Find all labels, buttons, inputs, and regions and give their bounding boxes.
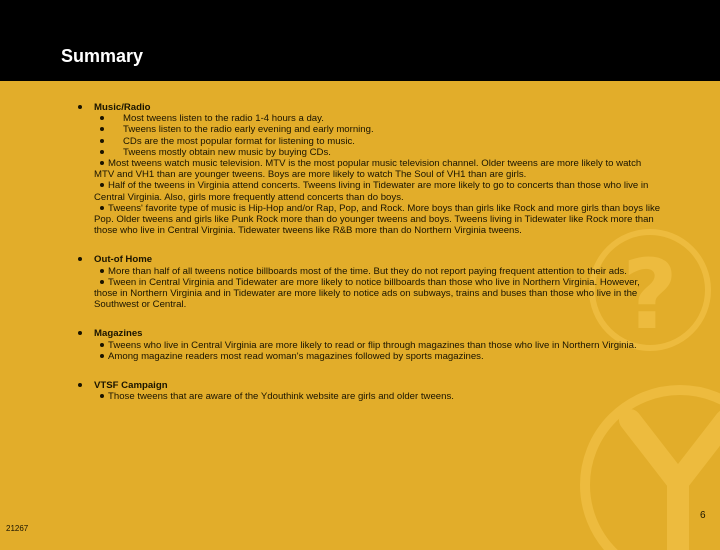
section-out-of-home bbox=[78, 254, 663, 310]
list-item: Among magazine readers most read woman's magazines followed by sports magazines. bbox=[94, 351, 663, 362]
bullet-icon bbox=[100, 127, 104, 131]
bullet-icon bbox=[100, 354, 104, 358]
bullet-icon bbox=[78, 331, 82, 335]
section-vtsf-campaign bbox=[78, 380, 663, 402]
bullet-icon bbox=[100, 269, 104, 273]
svg-text:?: ? bbox=[622, 239, 678, 351]
document-code: 21267 bbox=[6, 524, 29, 533]
summary-content bbox=[78, 102, 663, 420]
slide-title: Summary bbox=[61, 46, 144, 66]
bullet-icon bbox=[100, 280, 104, 284]
section-heading: VTSF Campaign bbox=[94, 380, 168, 392]
bullet-icon bbox=[100, 150, 104, 154]
bullet-icon bbox=[100, 116, 104, 120]
list-item: Tweens mostly obtain new music by buying CDs. bbox=[94, 147, 663, 158]
list-item: Those tweens that are aware of the Ydouthink website are girls and older tweens. bbox=[94, 391, 663, 402]
bullet-icon bbox=[100, 161, 104, 165]
bullet-icon bbox=[100, 139, 104, 143]
page-number: 6 bbox=[700, 510, 706, 521]
list-item: Most tweens listen to the radio 1-4 hours a day. bbox=[94, 113, 663, 124]
list-item: Most tweens watch music television. MTV is the most popular music television channel. Older tweens are more likely to watch MTV and VH1 than are younger tweens. Boys are more likely to watch The Soul of VH1 than are girls. bbox=[94, 158, 642, 181]
section-magazines bbox=[78, 328, 663, 362]
list-item: Half of the tweens in Virginia attend concerts. Tweens living in Tidewater are more likely to go to concerts than those who live in Central Virginia. Also, girls more frequently attend concerts than do boys. bbox=[94, 180, 649, 203]
bullet-icon bbox=[100, 206, 104, 210]
bullet-icon bbox=[78, 257, 82, 261]
list-item: More than half of all tweens notice billboards most of the time. But they do not report paying frequent attention to their ads. bbox=[94, 266, 663, 277]
bullet-icon bbox=[100, 394, 104, 398]
section-heading: Music/Radio bbox=[94, 102, 151, 113]
list-item: Tweens who live in Central Virginia are more likely to read or flip through magazines than those who live in Northern Virginia. bbox=[94, 340, 663, 351]
bullet-icon bbox=[100, 343, 104, 347]
list-item: Tween in Central Virginia and Tidewater are more likely to notice billboards than those who live in Northern Virginia. However, those in Northern Virginia and in Tidewater are more likely to notice ads on subways, trains and buses than those who live in the Southwest or Central. bbox=[94, 276, 640, 311]
bullet-icon bbox=[78, 383, 82, 387]
section-music-radio bbox=[78, 102, 663, 236]
section-heading: Magazines bbox=[94, 328, 143, 340]
list-item: Tweens' favorite type of music is Hip-Hop and/or Rap, Pop, and Rock. More boys than girls like Rock and more girls than boys like Pop. Older tweens and girls like Punk Rock more than do younger tweens and boys. Tweens living in Tidewater like Rock more than those who live in Central Virginia. Tidewater tweens like R&B more than do Northern Virginia tweens. bbox=[94, 202, 661, 237]
bullet-icon bbox=[100, 183, 104, 187]
list-item: Tweens listen to the radio early evening and early morning. bbox=[94, 124, 663, 135]
header-bar bbox=[0, 0, 720, 81]
section-heading: Out-of Home bbox=[94, 254, 153, 266]
list-item: CDs are the most popular format for listening to music. bbox=[94, 136, 663, 147]
bullet-icon bbox=[78, 105, 82, 109]
